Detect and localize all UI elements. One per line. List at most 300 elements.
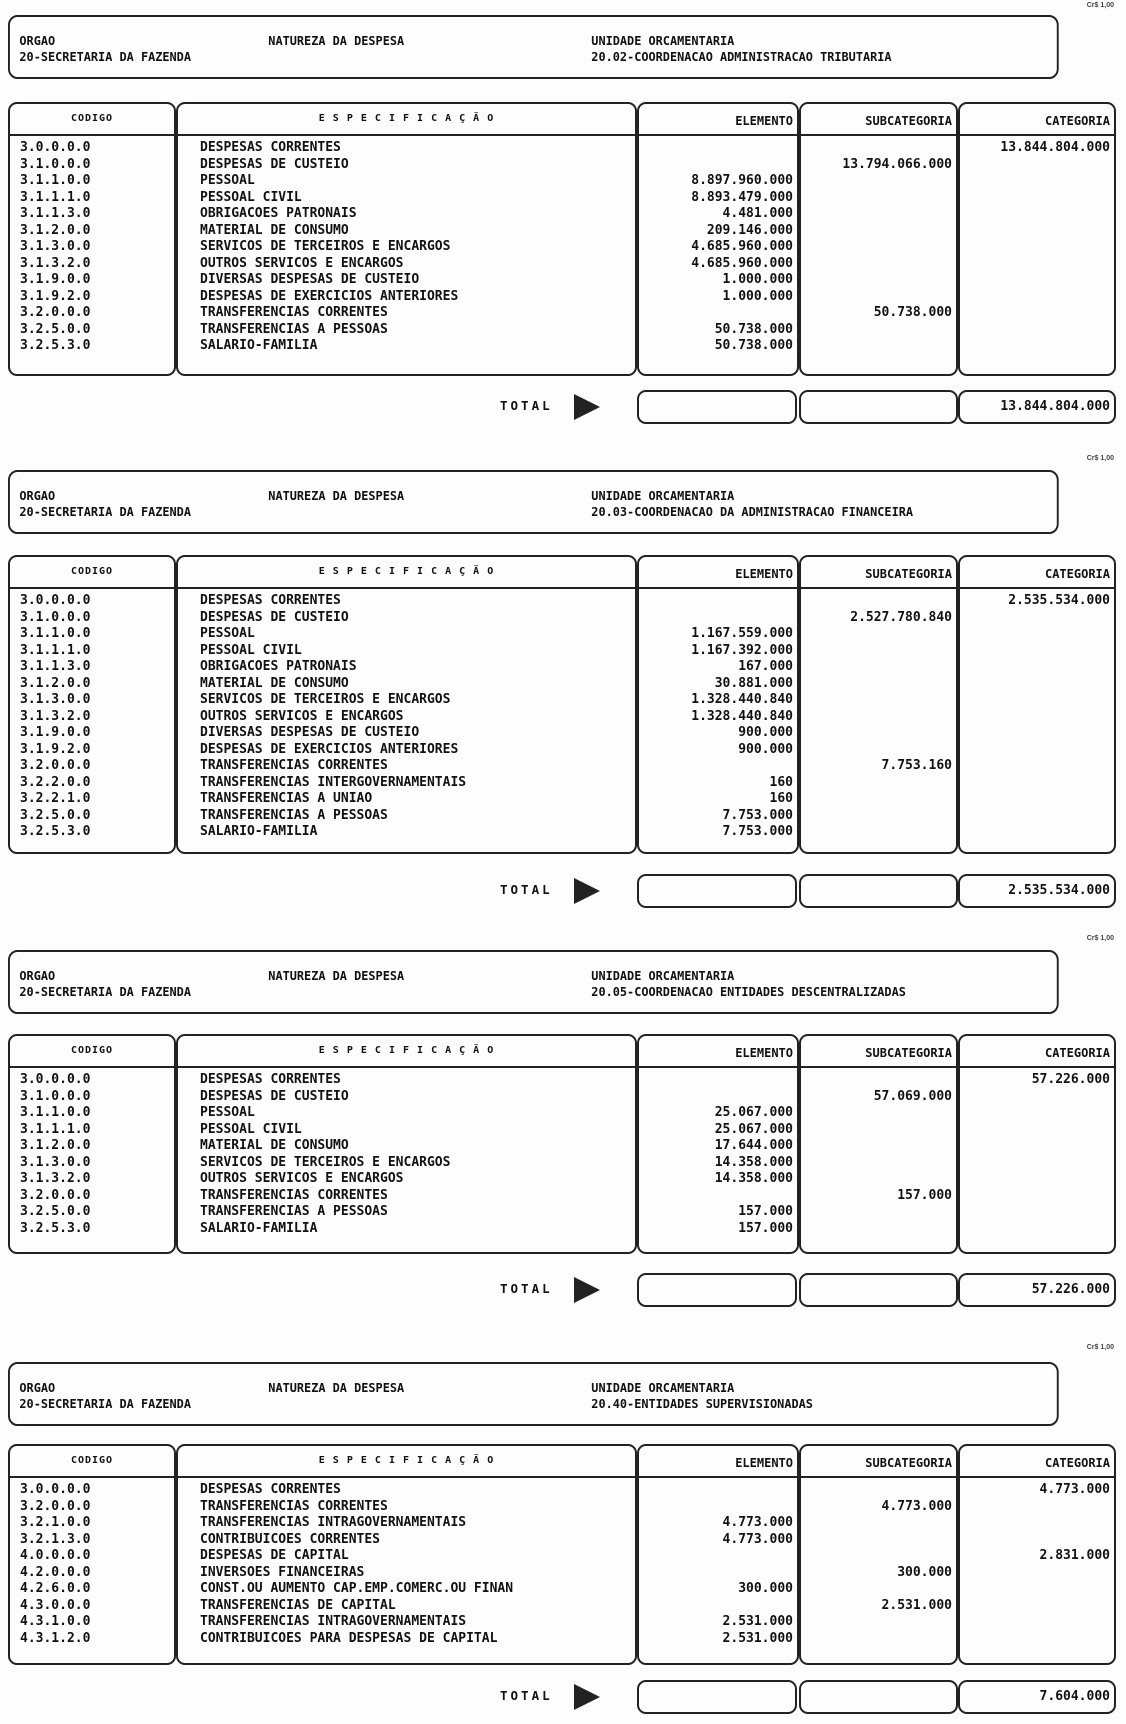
expense-table xyxy=(8,555,1116,854)
rows-subcategoria xyxy=(801,140,956,355)
cell-subcategoria xyxy=(801,1631,956,1648)
unidade-label: UNIDADE ORCAMENTARIA xyxy=(591,33,735,48)
cell-codigo: 3.1.3.0.0 xyxy=(20,1154,91,1170)
cell-codigo: 3.2.0.0.0 xyxy=(20,305,91,320)
cell-especificacao: INVERSOES FINANCEIRAS xyxy=(200,1564,365,1580)
cell-subcategoria xyxy=(801,1138,956,1155)
orgao-value: 20-SECRETARIA DA FAZENDA xyxy=(19,504,191,519)
rows-elemento xyxy=(639,1072,797,1237)
orgao-label: ORGAO xyxy=(19,1380,56,1395)
currency-unit-label: Cr$ 1,00 xyxy=(1086,1344,1114,1351)
cell-subcategoria xyxy=(801,1482,956,1499)
cell-codigo: 3.2.0.0.0 xyxy=(20,1187,91,1203)
cell-elemento: 50.738.000 xyxy=(714,321,793,337)
column-elemento xyxy=(637,555,799,854)
cell-especificacao: MATERIAL DE CONSUMO xyxy=(200,1138,349,1153)
cell-codigo: 4.3.0.0.0 xyxy=(20,1597,91,1613)
cell-categoria xyxy=(960,1515,1114,1532)
cell-especificacao: TRANSFERENCIAS CORRENTES xyxy=(200,1498,388,1514)
cell-codigo: 4.2.0.0.0 xyxy=(20,1564,91,1580)
cell-categoria xyxy=(960,272,1114,289)
rows-codigo xyxy=(10,1072,174,1237)
total-categoria: 7.604.000 xyxy=(958,1680,1116,1714)
total-subcategoria xyxy=(799,874,958,908)
cell-especificacao: SERVICOS DE TERCEIROS E ENCARGOS xyxy=(200,1154,451,1170)
cell-subcategoria xyxy=(801,1581,956,1598)
cell-subcategoria xyxy=(801,1515,956,1532)
cell-subcategoria xyxy=(801,256,956,273)
arrow-right-icon xyxy=(574,1277,600,1303)
cell-especificacao: DESPESAS DE CUSTEIO xyxy=(200,1088,349,1104)
arrow-right-icon xyxy=(574,878,600,904)
orgao-label: ORGAO xyxy=(19,968,56,983)
cell-subcategoria xyxy=(801,1072,956,1089)
cell-elemento: 160 xyxy=(769,774,793,790)
total-categoria: 2.535.534.000 xyxy=(958,874,1116,908)
cell-especificacao: MATERIAL DE CONSUMO xyxy=(200,222,349,238)
cell-categoria xyxy=(960,322,1114,339)
column-header-subcategoria: SUBCATEGORIA xyxy=(801,1446,956,1478)
cell-categoria xyxy=(960,709,1114,726)
column-subcategoria xyxy=(799,1034,958,1254)
cell-subcategoria xyxy=(801,742,956,759)
cell-especificacao: DESPESAS CORRENTES xyxy=(200,140,341,155)
cell-especificacao: OUTROS SERVICOS E ENCARGOS xyxy=(200,1171,404,1186)
cell-especificacao: DESPESAS DE CUSTEIO xyxy=(200,156,349,172)
cell-codigo: 4.0.0.0.0 xyxy=(20,1548,91,1563)
cell-elemento: 157.000 xyxy=(738,1220,793,1236)
total-subcategoria xyxy=(799,1273,958,1307)
total-label: TOTAL xyxy=(500,1688,553,1703)
cell-subcategoria: 57.069.000 xyxy=(873,1088,952,1104)
orgao-value: 20-SECRETARIA DA FAZENDA xyxy=(19,49,191,64)
cell-categoria xyxy=(960,742,1114,759)
total-elemento xyxy=(637,1680,797,1714)
column-header-subcategoria: SUBCATEGORIA xyxy=(801,557,956,589)
cell-especificacao: PESSOAL CIVIL xyxy=(200,642,302,658)
arrow-right-icon xyxy=(574,394,600,420)
cell-elemento: 50.738.000 xyxy=(714,338,793,353)
cell-categoria xyxy=(960,643,1114,660)
rows-codigo xyxy=(10,140,174,355)
cell-elemento: 14.358.000 xyxy=(714,1171,793,1186)
cell-categoria xyxy=(960,1565,1114,1582)
cell-especificacao: PESSOAL xyxy=(200,1105,255,1120)
cell-codigo: 3.1.0.0.0 xyxy=(20,156,91,172)
cell-subcategoria xyxy=(801,1221,956,1238)
column-subcategoria xyxy=(799,555,958,854)
cell-categoria xyxy=(960,223,1114,240)
cell-codigo: 4.3.1.2.0 xyxy=(20,1630,91,1646)
total-elemento xyxy=(637,874,797,908)
section-header xyxy=(8,1362,1059,1426)
cell-subcategoria: 50.738.000 xyxy=(873,305,952,320)
rows-elemento xyxy=(639,140,797,355)
cell-especificacao: TRANSFERENCIAS CORRENTES xyxy=(200,758,388,773)
cell-elemento: 1.167.392.000 xyxy=(691,642,793,658)
cell-elemento: 1.328.440.840 xyxy=(691,692,793,707)
cell-categoria xyxy=(960,626,1114,643)
unidade-value: 20.40-ENTIDADES SUPERVISIONADAS xyxy=(591,1396,813,1411)
cell-categoria xyxy=(960,1171,1114,1188)
natureza-label: NATUREZA DA DESPESA xyxy=(268,1380,405,1395)
cell-elemento: 209.146.000 xyxy=(706,222,793,238)
cell-codigo: 3.1.2.0.0 xyxy=(20,675,91,691)
cell-codigo: 3.2.0.0.0 xyxy=(20,758,91,773)
column-header-codigo: CODIGO xyxy=(10,1446,174,1478)
cell-subcategoria xyxy=(801,140,956,157)
cell-subcategoria xyxy=(801,1548,956,1565)
cell-codigo: 3.2.5.3.0 xyxy=(20,824,91,839)
cell-categoria xyxy=(960,239,1114,256)
column-categoria xyxy=(958,555,1116,854)
column-categoria xyxy=(958,1034,1116,1254)
cell-subcategoria: 4.773.000 xyxy=(881,1498,952,1514)
cell-subcategoria xyxy=(801,239,956,256)
cell-codigo: 3.1.1.0.0 xyxy=(20,173,91,188)
cell-categoria xyxy=(960,1204,1114,1221)
cell-especificacao: TRANSFERENCIAS CORRENTES xyxy=(200,1187,388,1203)
cell-elemento xyxy=(639,157,797,174)
cell-elemento: 4.481.000 xyxy=(722,206,793,221)
cell-especificacao: DESPESAS DE CAPITAL xyxy=(200,1548,349,1563)
cell-categoria xyxy=(960,808,1114,825)
cell-codigo: 3.1.0.0.0 xyxy=(20,1088,91,1104)
cell-subcategoria xyxy=(801,1155,956,1172)
rows-subcategoria xyxy=(801,593,956,841)
cell-elemento: 1.167.559.000 xyxy=(691,626,793,641)
column-subcategoria xyxy=(799,102,958,376)
total-row xyxy=(0,390,1126,424)
cell-categoria xyxy=(960,173,1114,190)
column-header-subcategoria: SUBCATEGORIA xyxy=(801,1036,956,1068)
column-codigo xyxy=(8,555,176,854)
cell-especificacao: OBRIGACOES PATRONAIS xyxy=(200,659,357,674)
cell-subcategoria xyxy=(801,808,956,825)
cell-subcategoria xyxy=(801,824,956,841)
cell-subcategoria xyxy=(801,1122,956,1139)
cell-especificacao: CONST.OU AUMENTO CAP.EMP.COMERC.OU FINAN xyxy=(200,1581,514,1596)
cell-codigo: 3.1.2.0.0 xyxy=(20,1138,91,1153)
cell-especificacao: TRANSFERENCIAS A PESSOAS xyxy=(200,807,388,823)
cell-elemento xyxy=(639,305,797,322)
cell-codigo: 3.1.9.0.0 xyxy=(20,272,91,287)
cell-codigo: 3.0.0.0.0 xyxy=(20,1482,91,1497)
cell-especificacao: TRANSFERENCIAS A PESSOAS xyxy=(200,321,388,337)
column-categoria xyxy=(958,102,1116,376)
currency-unit-label: Cr$ 1,00 xyxy=(1086,2,1114,9)
cell-elemento: 1.328.440.840 xyxy=(691,708,793,724)
unidade-label: UNIDADE ORCAMENTARIA xyxy=(591,1380,735,1395)
cell-elemento xyxy=(639,610,797,627)
column-especificacao xyxy=(176,555,637,854)
column-header-especificacao: E S P E C I F I C A Ç Ã O xyxy=(178,1446,635,1478)
cell-subcategoria xyxy=(801,272,956,289)
cell-categoria xyxy=(960,1105,1114,1122)
cell-codigo: 3.2.2.0.0 xyxy=(20,774,91,790)
cell-codigo: 3.2.5.0.0 xyxy=(20,321,91,337)
cell-especificacao: TRANSFERENCIAS DE CAPITAL xyxy=(200,1597,396,1613)
cell-subcategoria: 2.531.000 xyxy=(881,1597,952,1613)
cell-subcategoria xyxy=(801,643,956,660)
cell-elemento: 7.753.000 xyxy=(722,824,793,839)
cell-codigo: 3.0.0.0.0 xyxy=(20,1072,91,1087)
cell-categoria xyxy=(960,758,1114,775)
cell-especificacao: DIVERSAS DESPESAS DE CUSTEIO xyxy=(200,272,420,287)
cell-categoria xyxy=(960,190,1114,207)
orgao-label: ORGAO xyxy=(19,33,56,48)
cell-especificacao: TRANSFERENCIAS A UNIAO xyxy=(200,791,373,806)
rows-categoria xyxy=(960,140,1114,355)
column-subcategoria xyxy=(799,1444,958,1665)
cell-categoria xyxy=(960,1138,1114,1155)
orgao-value: 20-SECRETARIA DA FAZENDA xyxy=(19,1396,191,1411)
cell-categoria xyxy=(960,824,1114,841)
total-subcategoria xyxy=(799,1680,958,1714)
cell-elemento xyxy=(639,758,797,775)
cell-categoria xyxy=(960,1581,1114,1598)
cell-especificacao: MATERIAL DE CONSUMO xyxy=(200,675,349,691)
cell-elemento xyxy=(639,1482,797,1499)
cell-elemento: 14.358.000 xyxy=(714,1154,793,1170)
cell-codigo: 4.2.6.0.0 xyxy=(20,1581,91,1596)
cell-elemento xyxy=(639,1548,797,1565)
cell-elemento xyxy=(639,1565,797,1582)
cell-especificacao: TRANSFERENCIAS CORRENTES xyxy=(200,305,388,320)
unidade-value: 20.02-COORDENACAO ADMINISTRACAO TRIBUTARIA xyxy=(591,49,892,64)
column-codigo xyxy=(8,1034,176,1254)
column-elemento xyxy=(637,1034,799,1254)
cell-categoria xyxy=(960,775,1114,792)
cell-subcategoria xyxy=(801,659,956,676)
cell-codigo: 3.1.9.2.0 xyxy=(20,741,91,757)
cell-categoria xyxy=(960,1155,1114,1172)
cell-codigo: 3.1.9.0.0 xyxy=(20,725,91,740)
section-header xyxy=(8,470,1059,534)
cell-categoria xyxy=(960,1532,1114,1549)
cell-subcategoria xyxy=(801,692,956,709)
cell-codigo: 3.1.1.1.0 xyxy=(20,1121,91,1137)
cell-codigo: 3.2.5.3.0 xyxy=(20,338,91,353)
cell-codigo: 3.1.3.2.0 xyxy=(20,255,91,271)
cell-elemento: 30.881.000 xyxy=(714,675,793,691)
column-header-elemento: ELEMENTO xyxy=(639,1446,797,1478)
section-header xyxy=(8,950,1059,1014)
cell-subcategoria: 7.753.160 xyxy=(881,758,952,773)
cell-especificacao: SALARIO-FAMILIA xyxy=(200,338,318,353)
cell-subcategoria xyxy=(801,173,956,190)
column-header-codigo: CODIGO xyxy=(10,104,174,136)
cell-especificacao: SERVICOS DE TERCEIROS E ENCARGOS xyxy=(200,692,451,707)
rows-especificacao xyxy=(178,593,635,841)
cell-elemento: 8.893.479.000 xyxy=(691,189,793,205)
cell-categoria: 57.226.000 xyxy=(1031,1072,1110,1087)
cell-codigo: 3.1.0.0.0 xyxy=(20,609,91,625)
cell-codigo: 3.2.1.0.0 xyxy=(20,1515,91,1530)
rows-categoria xyxy=(960,1482,1114,1647)
cell-especificacao: DESPESAS CORRENTES xyxy=(200,1072,341,1087)
expense-table xyxy=(8,1034,1116,1254)
expense-table xyxy=(8,1444,1116,1665)
cell-especificacao: SALARIO-FAMILIA xyxy=(200,1220,318,1236)
cell-subcategoria xyxy=(801,223,956,240)
cell-subcategoria xyxy=(801,1614,956,1631)
cell-categoria xyxy=(960,1221,1114,1238)
cell-elemento: 160 xyxy=(769,791,793,806)
cell-codigo: 3.1.1.3.0 xyxy=(20,206,91,221)
cell-subcategoria: 157.000 xyxy=(897,1187,952,1203)
cell-especificacao: PESSOAL CIVIL xyxy=(200,189,302,205)
column-header-codigo: CODIGO xyxy=(10,557,174,589)
orgao-value: 20-SECRETARIA DA FAZENDA xyxy=(19,984,191,999)
natureza-label: NATUREZA DA DESPESA xyxy=(268,488,405,503)
column-header-codigo: CODIGO xyxy=(10,1036,174,1068)
cell-elemento xyxy=(639,1499,797,1516)
arrow-right-icon xyxy=(574,1684,600,1710)
cell-categoria xyxy=(960,676,1114,693)
cell-especificacao: DESPESAS DE CUSTEIO xyxy=(200,609,349,625)
cell-elemento: 4.773.000 xyxy=(722,1515,793,1530)
cell-elemento xyxy=(639,1072,797,1089)
total-elemento xyxy=(637,1273,797,1307)
cell-categoria xyxy=(960,157,1114,174)
cell-subcategoria xyxy=(801,190,956,207)
cell-especificacao: TRANSFERENCIAS INTERGOVERNAMENTAIS xyxy=(200,774,467,790)
rows-codigo xyxy=(10,1482,174,1647)
cell-especificacao: TRANSFERENCIAS INTRAGOVERNAMENTAIS xyxy=(200,1614,467,1629)
cell-especificacao: PESSOAL xyxy=(200,173,255,188)
unidade-value: 20.05-COORDENACAO ENTIDADES DESCENTRALIZADAS xyxy=(591,984,906,999)
cell-categoria xyxy=(960,1122,1114,1139)
cell-especificacao: TRANSFERENCIAS A PESSOAS xyxy=(200,1204,388,1219)
cell-codigo: 3.2.5.0.0 xyxy=(20,1204,91,1219)
cell-especificacao: DESPESAS DE EXERCICIOS ANTERIORES xyxy=(200,288,459,304)
rows-elemento xyxy=(639,593,797,841)
column-header-categoria: CATEGORIA xyxy=(960,1036,1114,1068)
cell-elemento: 8.897.960.000 xyxy=(691,173,793,188)
cell-codigo: 3.1.3.2.0 xyxy=(20,1171,91,1186)
column-header-categoria: CATEGORIA xyxy=(960,557,1114,589)
cell-categoria xyxy=(960,1631,1114,1648)
currency-unit-label: Cr$ 1,00 xyxy=(1086,935,1114,942)
cell-subcategoria: 13.794.066.000 xyxy=(842,156,952,172)
cell-categoria: 2.535.534.000 xyxy=(1008,593,1110,608)
total-label: TOTAL xyxy=(500,882,553,897)
cell-especificacao: OUTROS SERVICOS E ENCARGOS xyxy=(200,708,404,724)
cell-categoria xyxy=(960,1089,1114,1106)
expense-table xyxy=(8,102,1116,376)
cell-codigo: 3.1.1.1.0 xyxy=(20,642,91,658)
total-row xyxy=(0,874,1126,908)
cell-subcategoria xyxy=(801,322,956,339)
currency-unit-label: Cr$ 1,00 xyxy=(1086,455,1114,462)
cell-especificacao: OUTROS SERVICOS E ENCARGOS xyxy=(200,255,404,271)
total-row xyxy=(0,1680,1126,1714)
cell-subcategoria xyxy=(801,1171,956,1188)
column-especificacao xyxy=(176,1444,637,1665)
column-header-categoria: CATEGORIA xyxy=(960,104,1114,136)
natureza-label: NATUREZA DA DESPESA xyxy=(268,33,405,48)
cell-subcategoria: 2.527.780.840 xyxy=(850,609,952,625)
column-elemento xyxy=(637,1444,799,1665)
column-codigo xyxy=(8,102,176,376)
cell-categoria xyxy=(960,305,1114,322)
cell-codigo: 3.1.9.2.0 xyxy=(20,288,91,304)
unidade-value: 20.03-COORDENACAO DA ADMINISTRACAO FINANCEIRA xyxy=(591,504,914,519)
unidade-label: UNIDADE ORCAMENTARIA xyxy=(591,488,735,503)
total-categoria: 57.226.000 xyxy=(958,1273,1116,1307)
cell-elemento: 1.000.000 xyxy=(722,288,793,304)
cell-categoria xyxy=(960,1598,1114,1615)
cell-subcategoria xyxy=(801,676,956,693)
cell-subcategoria: 300.000 xyxy=(897,1564,952,1580)
cell-categoria xyxy=(960,659,1114,676)
column-header-especificacao: E S P E C I F I C A Ç Ã O xyxy=(178,557,635,589)
cell-subcategoria xyxy=(801,725,956,742)
cell-subcategoria xyxy=(801,791,956,808)
cell-especificacao: CONTRIBUICOES CORRENTES xyxy=(200,1531,381,1547)
cell-categoria xyxy=(960,791,1114,808)
cell-especificacao: SALARIO-FAMILIA xyxy=(200,824,318,839)
cell-categoria xyxy=(960,256,1114,273)
cell-codigo: 3.1.1.1.0 xyxy=(20,189,91,205)
rows-subcategoria xyxy=(801,1482,956,1647)
cell-codigo: 3.1.3.0.0 xyxy=(20,239,91,254)
cell-elemento: 900.000 xyxy=(738,725,793,740)
column-header-elemento: ELEMENTO xyxy=(639,1036,797,1068)
cell-elemento: 4.685.960.000 xyxy=(691,255,793,271)
cell-especificacao: CONTRIBUICOES PARA DESPESAS DE CAPITAL xyxy=(200,1630,498,1646)
cell-categoria xyxy=(960,206,1114,223)
cell-elemento: 167.000 xyxy=(738,659,793,674)
cell-elemento: 25.067.000 xyxy=(714,1105,793,1120)
cell-codigo: 3.1.2.0.0 xyxy=(20,222,91,238)
cell-subcategoria xyxy=(801,206,956,223)
column-especificacao xyxy=(176,102,637,376)
cell-subcategoria xyxy=(801,289,956,306)
cell-categoria xyxy=(960,692,1114,709)
cell-codigo: 3.2.5.3.0 xyxy=(20,1220,91,1236)
cell-codigo: 3.1.1.3.0 xyxy=(20,659,91,674)
natureza-label: NATUREZA DA DESPESA xyxy=(268,968,405,983)
cell-especificacao: DESPESAS DE EXERCICIOS ANTERIORES xyxy=(200,741,459,757)
cell-subcategoria xyxy=(801,1105,956,1122)
column-header-especificacao: E S P E C I F I C A Ç Ã O xyxy=(178,1036,635,1068)
orgao-label: ORGAO xyxy=(19,488,56,503)
cell-especificacao: SERVICOS DE TERCEIROS E ENCARGOS xyxy=(200,239,451,254)
cell-categoria xyxy=(960,725,1114,742)
cell-elemento: 4.773.000 xyxy=(722,1531,793,1547)
cell-codigo: 4.3.1.0.0 xyxy=(20,1614,91,1629)
cell-elemento: 17.644.000 xyxy=(714,1138,793,1153)
cell-elemento: 1.000.000 xyxy=(722,272,793,287)
cell-elemento: 4.685.960.000 xyxy=(691,239,793,254)
cell-elemento xyxy=(639,593,797,610)
cell-elemento: 2.531.000 xyxy=(722,1630,793,1646)
cell-categoria xyxy=(960,1499,1114,1516)
cell-especificacao: TRANSFERENCIAS INTRAGOVERNAMENTAIS xyxy=(200,1515,467,1530)
cell-elemento: 7.753.000 xyxy=(722,807,793,823)
rows-categoria xyxy=(960,593,1114,841)
cell-codigo: 3.0.0.0.0 xyxy=(20,593,91,608)
cell-elemento: 25.067.000 xyxy=(714,1121,793,1137)
cell-codigo: 3.1.3.0.0 xyxy=(20,692,91,707)
column-header-categoria: CATEGORIA xyxy=(960,1446,1114,1478)
total-label: TOTAL xyxy=(500,1281,553,1296)
cell-categoria: 2.831.000 xyxy=(1039,1548,1110,1563)
cell-categoria xyxy=(960,289,1114,306)
column-elemento xyxy=(637,102,799,376)
